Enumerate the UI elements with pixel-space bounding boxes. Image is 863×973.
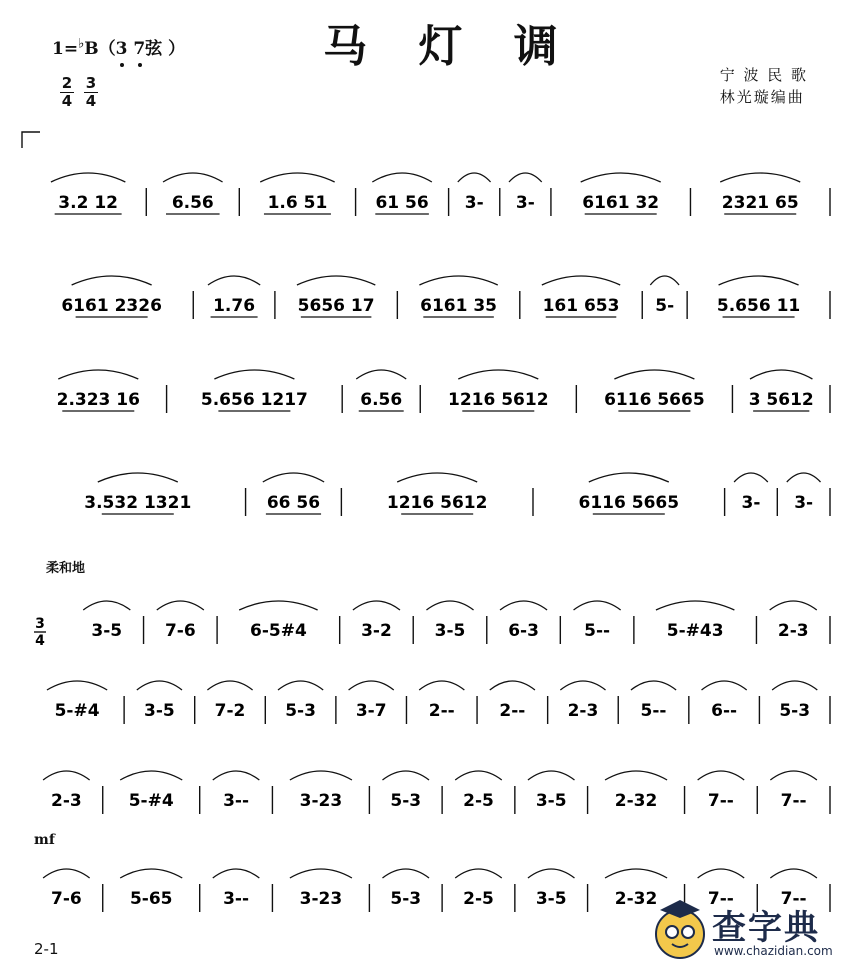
measure-notes: 2-5: [463, 889, 494, 909]
slur-arc: [455, 869, 502, 878]
slur-arc: [51, 173, 125, 182]
slur-arc: [163, 173, 223, 182]
slur-arc: [719, 276, 799, 285]
credit-arranger: 林光璇编曲: [719, 88, 805, 106]
slur-arc: [509, 173, 542, 182]
flat-sign: ♭: [78, 36, 85, 52]
measure-notes: 7--: [780, 791, 807, 811]
measure-notes: 1216 5612: [386, 493, 488, 513]
watermark-logo: [650, 896, 850, 968]
slur-arc: [382, 771, 429, 780]
measure-notes: 7-2: [214, 701, 246, 721]
measure-notes: 7-6: [164, 621, 196, 641]
score-line: [43, 771, 830, 814]
slur-arc: [419, 276, 497, 285]
slur-arc: [83, 601, 130, 610]
measure-notes: 5-#43: [666, 621, 724, 641]
key-prefix: 1=: [52, 39, 79, 59]
slur-arc: [426, 601, 473, 610]
measure-notes: 5-3: [779, 701, 811, 721]
measure-notes: 3 5612: [748, 390, 814, 410]
slur-arc: [419, 681, 464, 690]
slur-arc: [589, 473, 669, 482]
watermark-brand: 查字典: [712, 908, 820, 948]
slur-arc: [528, 869, 575, 878]
measure-notes: 3-2: [361, 621, 392, 641]
slur-arc: [770, 771, 817, 780]
measure-notes: 5-: [655, 296, 675, 316]
measure-notes: 6161 2326: [61, 296, 162, 316]
measure-notes: 5--: [584, 621, 611, 641]
time-signature-3-4-inline: [34, 616, 46, 649]
measure-notes: 3-: [464, 193, 484, 213]
slur-arc: [382, 869, 429, 878]
measure-notes: 3-: [741, 493, 761, 513]
score-line: [61, 276, 830, 319]
slur-arc: [702, 681, 747, 690]
repeat-bracket: [22, 132, 40, 148]
svg-text:4: 4: [35, 633, 45, 649]
measure-notes: 6.56: [171, 193, 214, 213]
svg-text:3: 3: [35, 616, 45, 632]
measure-notes: 6.56: [360, 390, 403, 410]
key-note: B（: [84, 39, 116, 59]
score-line: [84, 473, 830, 516]
measure-notes: 2321 65: [721, 193, 799, 213]
slur-arc: [58, 370, 138, 379]
slur-arc: [207, 681, 252, 690]
measure-notes: 2-3: [51, 791, 82, 811]
slur-arc: [290, 869, 352, 878]
key-suffix: 弦 ）: [145, 39, 186, 59]
measure-notes: 6--: [711, 701, 738, 721]
slur-arc: [770, 601, 817, 610]
slur-arc: [120, 771, 182, 780]
slur-arc: [698, 869, 745, 878]
measure-notes: 5-3: [390, 791, 422, 811]
slur-arc: [297, 276, 375, 285]
slur-arc: [458, 173, 491, 182]
slur-arc: [458, 370, 538, 379]
slur-arc: [770, 869, 817, 878]
measure-notes: 66 56: [266, 493, 321, 513]
measure-notes: 6-3: [508, 621, 539, 641]
credit-origin: 宁 波 民 歌: [719, 66, 808, 84]
measure-notes: 3-5: [91, 621, 123, 641]
measure-notes: 2-3: [777, 621, 809, 641]
measure-notes: 5--: [640, 701, 667, 721]
slur-arc: [734, 473, 768, 482]
measure-notes: 3.532 1321: [84, 493, 192, 513]
measure-notes: 3-: [515, 193, 535, 213]
slur-arc: [528, 771, 575, 780]
measure-notes: 3-7: [355, 701, 387, 721]
measure-notes: 3-23: [299, 791, 343, 811]
slur-arc: [208, 276, 260, 285]
measure-notes: 3-5: [144, 701, 175, 721]
measure-notes: 3-5: [434, 621, 466, 641]
score-line: [47, 681, 830, 724]
measure-notes: 7--: [707, 889, 734, 909]
measure-notes: 3.2 12: [58, 193, 118, 213]
measure-notes: 3--: [223, 889, 250, 909]
dynamic-marking: mf: [34, 832, 55, 848]
measure-notes: 1.76: [213, 296, 256, 316]
slur-arc: [605, 771, 667, 780]
watermark-url: www.chazidian.com: [714, 944, 833, 958]
measure-notes: 3-5: [535, 889, 567, 909]
time-signature-3-4: 3 4: [85, 74, 97, 110]
slur-arc: [157, 601, 204, 610]
measure-notes: 3-23: [299, 889, 343, 909]
slur-arc: [72, 276, 152, 285]
slur-arc: [356, 370, 406, 379]
measure-notes: 2.323 16: [56, 390, 140, 410]
measure-notes: 3-: [794, 493, 814, 513]
slur-arc: [239, 601, 317, 610]
measure-notes: 6-5#4: [249, 621, 307, 641]
measure-notes: 3-5: [535, 791, 567, 811]
slur-arc: [574, 601, 621, 610]
slur-arc: [787, 473, 821, 482]
slur-arc: [490, 681, 535, 690]
slur-arc: [614, 370, 694, 379]
slur-arc: [349, 681, 394, 690]
measure-notes: 7--: [707, 791, 734, 811]
slur-arc: [772, 681, 817, 690]
page-title: 马 灯 调: [323, 21, 576, 72]
slur-arc: [43, 771, 90, 780]
slur-arc: [47, 681, 107, 690]
measure-notes: 2-32: [614, 791, 658, 811]
slur-arc: [581, 173, 661, 182]
measure-notes: 6161 35: [420, 296, 498, 316]
slur-arc: [43, 869, 90, 878]
measure-notes: 2--: [428, 701, 455, 721]
slur-arc: [120, 869, 182, 878]
slur-arc: [650, 276, 679, 285]
slur-arc: [397, 473, 477, 482]
measure-notes: 2-32: [614, 889, 658, 909]
slur-arc: [631, 681, 676, 690]
slur-arc: [605, 869, 667, 878]
score-line: [57, 370, 830, 413]
slur-arc: [455, 771, 502, 780]
slur-arc: [214, 370, 294, 379]
key-strings: 3 7: [116, 39, 146, 59]
measure-notes: 5.656 11: [716, 296, 801, 316]
measure-notes: 1216 5612: [448, 390, 549, 410]
slur-arc: [137, 681, 182, 690]
slur-arc: [656, 601, 734, 610]
mascot-icon: [650, 896, 710, 966]
measure-notes: 5-#4: [128, 791, 174, 811]
slur-arc: [260, 173, 334, 182]
slur-arc: [353, 601, 400, 610]
slur-arc: [698, 771, 745, 780]
slur-arc: [750, 370, 812, 379]
slur-arc: [263, 473, 324, 482]
expression-soft: 柔和地: [46, 561, 86, 576]
slur-arc: [98, 473, 178, 482]
slur-arc: [213, 869, 260, 878]
slur-arc: [213, 771, 260, 780]
slur-arc: [500, 601, 547, 610]
measure-notes: 161 653: [542, 296, 620, 316]
slur-arc: [290, 771, 352, 780]
measure-notes: 7--: [780, 889, 807, 909]
measure-notes: 7-6: [51, 889, 82, 909]
measure-notes: 5.656 1217: [200, 390, 308, 410]
measure-notes: 2-3: [567, 701, 599, 721]
measure-notes: 61 56: [375, 193, 429, 213]
measure-notes: 5656 17: [297, 296, 375, 316]
slur-arc: [372, 173, 432, 182]
measure-notes: 5-3: [390, 889, 422, 909]
measure-notes: 2--: [499, 701, 526, 721]
score-line: [83, 601, 830, 644]
measure-notes: 3--: [223, 791, 250, 811]
time-signature-2-4: 2 4: [61, 74, 73, 110]
slur-arc: [278, 681, 323, 690]
measure-notes: 5-65: [129, 889, 173, 909]
slur-arc: [542, 276, 620, 285]
measure-notes: 6116 5665: [578, 493, 680, 513]
measure-notes: 5-#4: [54, 701, 100, 721]
measure-notes: 6161 32: [582, 193, 660, 213]
measure-notes: 2-5: [463, 791, 494, 811]
score-line: [51, 173, 830, 216]
slur-arc: [720, 173, 800, 182]
measure-notes: 6116 5665: [604, 390, 705, 410]
measure-notes: 1.6 51: [267, 193, 328, 213]
measure-notes: 5-3: [285, 701, 316, 721]
slur-arc: [560, 681, 605, 690]
page-number: 2-1: [34, 940, 59, 958]
